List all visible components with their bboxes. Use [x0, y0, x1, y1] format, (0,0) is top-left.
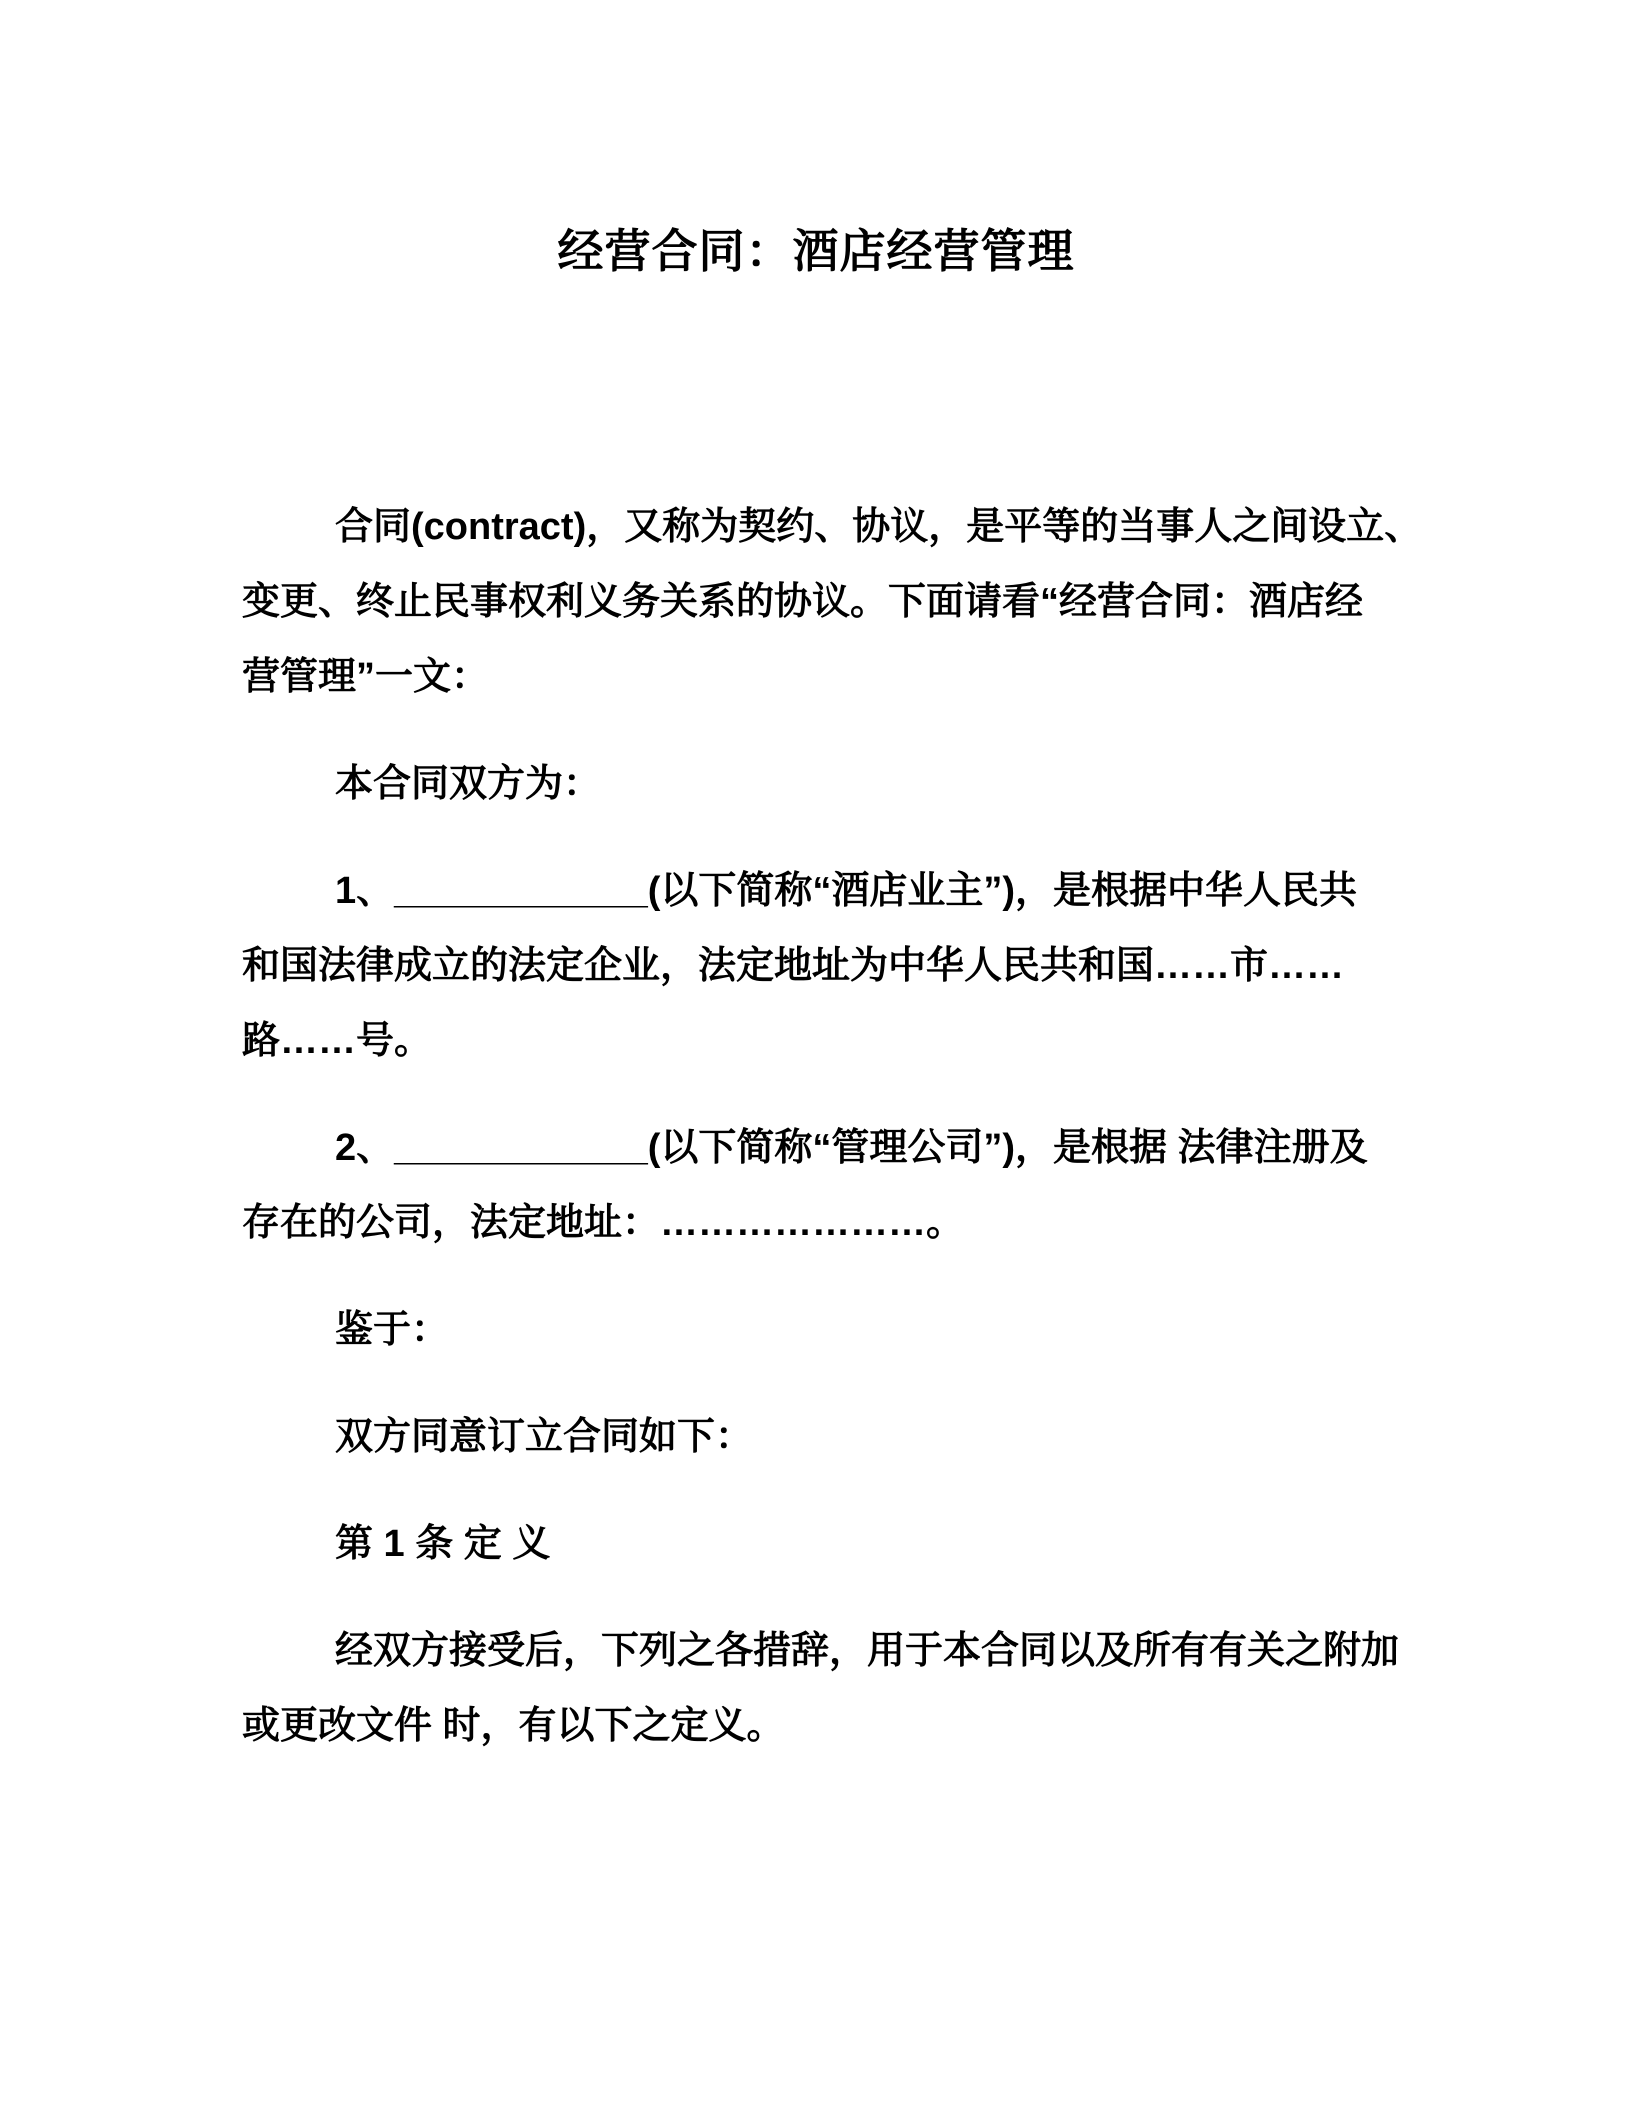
text-line: 鉴于：: [335, 1309, 450, 1351]
paragraph-whereas: [242, 1293, 1390, 1368]
text-line: 和国法律成立的法定企业，法定地址为中华人民共和国……市……: [242, 945, 1345, 987]
text-line: 经双方接受后，下列之各措辞，用于本合同以及所有有关之附加: [335, 1630, 1400, 1672]
text-line: 变更、终止民事权利义务关系的协议。下面请看“经营合同：酒店经: [242, 581, 1364, 623]
paragraph-agreement-lead-in: [242, 1400, 1390, 1475]
paragraph-party-1: [242, 854, 1390, 1079]
text-line: 本合同双方为：: [335, 763, 602, 805]
paragraph-intro: [242, 490, 1423, 715]
text-line: 存在的公司，法定地址：…………………。: [242, 1202, 965, 1244]
text-line: 双方同意订立合同如下：: [335, 1416, 754, 1458]
text-line: 或更改文件 时，有以下之定义。: [242, 1705, 785, 1747]
text-line: 路……号。: [242, 1020, 433, 1062]
paragraph-party-2: [242, 1111, 1390, 1261]
text-line: 1、____________(以下简称“酒店业主”)，是根据中华人民共: [335, 870, 1358, 912]
text-line: 第 1 条 定 义: [335, 1523, 551, 1565]
text-line: 2、____________(以下简称“管理公司”)，是根据 法律注册及: [335, 1127, 1368, 1169]
paragraph-definitions: [242, 1614, 1400, 1764]
document-title: 经营合同：酒店经营管理: [557, 225, 1075, 277]
paragraph-parties-heading: [242, 747, 1390, 822]
paragraph-article-1-heading: [242, 1507, 1390, 1582]
document-body: [242, 490, 1423, 1764]
text-line: 营管理”一文：: [242, 656, 490, 698]
text-line: 合同(contract)，又称为契约、协议，是平等的当事人之间设立、: [335, 506, 1423, 548]
